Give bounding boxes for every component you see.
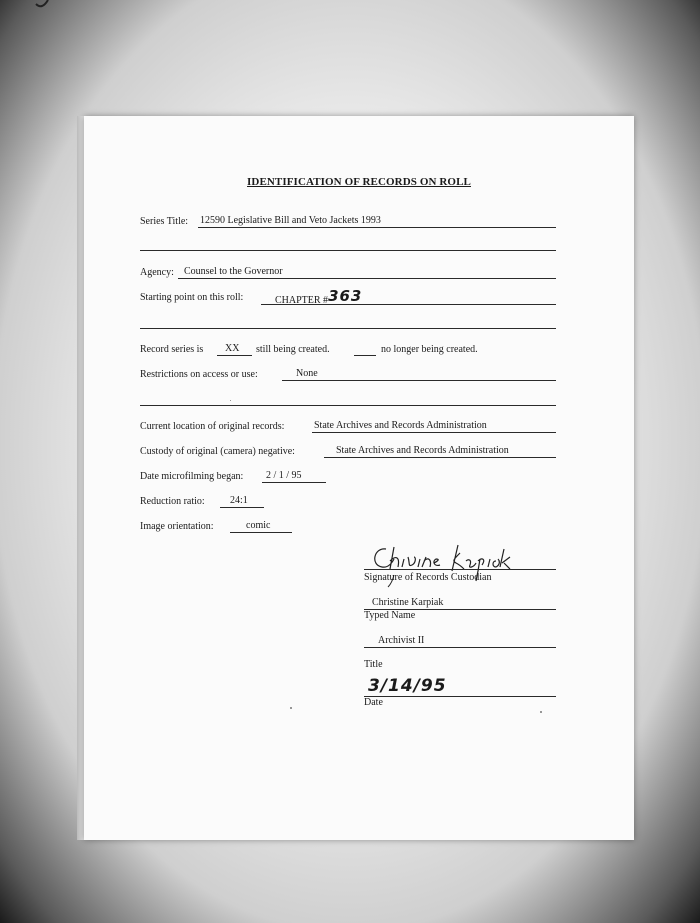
current-location-field: [312, 420, 556, 433]
record-series-no-longer-field: [354, 343, 376, 356]
current-location-label: Current location of original records:: [140, 421, 285, 432]
orientation-value: comic: [246, 520, 271, 531]
speck: [540, 711, 542, 713]
record-series-label: Record series is: [140, 344, 204, 355]
signature-line: [364, 569, 556, 570]
agency-field: [178, 266, 556, 279]
paper-edge: [77, 116, 84, 840]
restrictions-row: [140, 369, 258, 381]
date-began-row: [140, 471, 243, 483]
form-title: IDENTIFICATION OF RECORDS ON ROLL: [247, 176, 471, 188]
speck: [230, 400, 231, 401]
date-began-label: Date microfilming began:: [140, 471, 244, 482]
record-series-value: XX: [225, 343, 240, 354]
starting-point-label: Starting point on this roll:: [140, 292, 244, 303]
starting-point-row: [140, 292, 243, 304]
starting-point-continuation-line: [140, 328, 556, 329]
custody-label: Custody of original (camera) negative:: [140, 446, 295, 457]
series-title-continuation-line: [140, 250, 556, 251]
signature-label: Signature of Records Custodian: [364, 572, 492, 583]
agency-label: Agency:: [140, 267, 174, 278]
corner-ink-mark: [32, 0, 56, 10]
typed-name-label: Typed Name: [364, 610, 416, 621]
record-series-still-field: [217, 343, 252, 356]
series-title-label: Series Title:: [140, 216, 189, 227]
starting-point-value: CHAPTER #: [275, 295, 329, 306]
agency-value: Counsel to the Governor: [184, 266, 283, 277]
records-form-page: [84, 116, 634, 840]
reduction-row: [140, 496, 205, 508]
series-title-field: [198, 215, 556, 228]
orientation-row: [140, 521, 214, 533]
still-being-created-row: [256, 344, 330, 356]
orientation-field: [230, 520, 292, 533]
custody-row: [140, 446, 295, 458]
current-location-value: State Archives and Records Administration: [314, 420, 487, 431]
starting-point-field: [261, 289, 556, 305]
date-began-field: [262, 470, 326, 483]
restrictions-label: Restrictions on access or use:: [140, 369, 258, 380]
restrictions-value: None: [296, 368, 318, 379]
agency-row: [140, 267, 174, 279]
no-longer-being-created-row: [381, 344, 478, 356]
date-handwritten: 3/14/95: [368, 676, 447, 696]
title-field: [364, 635, 556, 648]
restrictions-continuation-line: [140, 405, 556, 406]
date-field: [364, 676, 556, 697]
typed-name-value: Christine Karpiak: [372, 597, 444, 608]
custody-value: State Archives and Records Administration: [336, 445, 509, 456]
record-series-row: [140, 344, 203, 356]
no-longer-being-created-text: no longer being created.: [381, 344, 478, 355]
typed-name-field: [364, 597, 556, 610]
series-title-row: [140, 216, 188, 228]
date-label: Date: [364, 697, 383, 708]
orientation-label: Image orientation:: [140, 521, 214, 532]
reduction-label: Reduction ratio:: [140, 496, 205, 507]
current-location-row: [140, 421, 284, 433]
restrictions-field: [282, 368, 556, 381]
speck: [290, 707, 292, 709]
title-value: Archivist II: [378, 635, 425, 646]
reduction-value: 24:1: [230, 495, 248, 506]
title-label: Title: [364, 659, 383, 670]
starting-point-handwritten: 363: [328, 287, 363, 305]
series-title-value: 12590 Legislative Bill and Veto Jackets 1993: [200, 215, 381, 226]
reduction-field: [220, 495, 264, 508]
custody-field: [324, 445, 556, 458]
still-being-created-text: still being created.: [256, 344, 330, 355]
date-began-value: 2 / 1 / 95: [266, 470, 302, 481]
